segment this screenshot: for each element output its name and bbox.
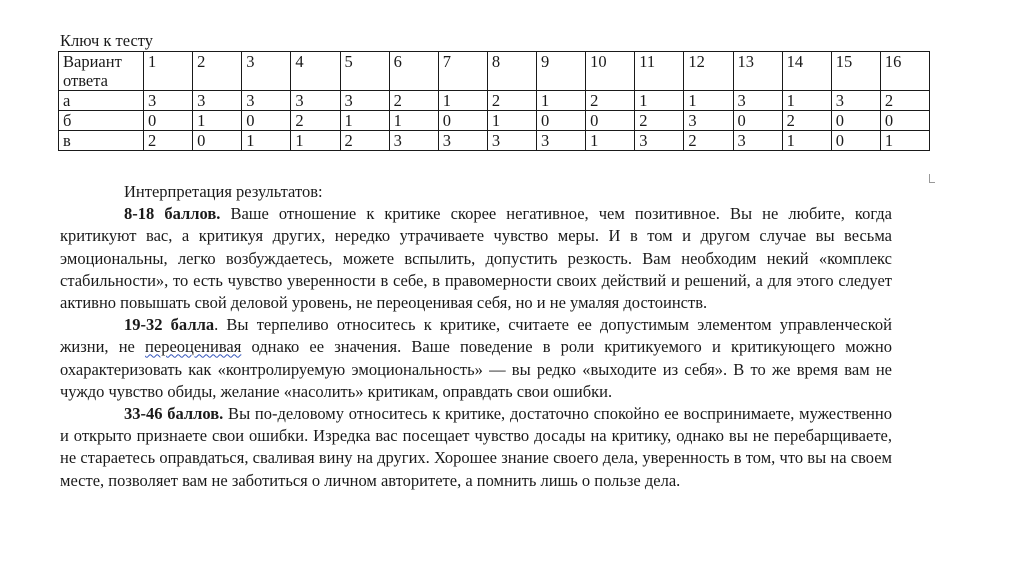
question-number-cell: 13 bbox=[733, 52, 782, 91]
score-cell: 0 bbox=[831, 131, 880, 151]
score-cell: 1 bbox=[635, 91, 684, 111]
interpretation-heading: Интерпретация результатов: bbox=[124, 182, 323, 201]
score-cell: 0 bbox=[537, 111, 586, 131]
question-number-cell: 11 bbox=[635, 52, 684, 91]
score-cell: 2 bbox=[291, 111, 340, 131]
score-cell: 1 bbox=[684, 91, 733, 111]
table-header-row bbox=[59, 52, 930, 91]
score-cell: 2 bbox=[880, 91, 929, 111]
answer-key-table bbox=[58, 51, 930, 151]
score-cell: 1 bbox=[880, 131, 929, 151]
question-number-cell: 16 bbox=[880, 52, 929, 91]
score-cell: 2 bbox=[635, 111, 684, 131]
score-cell: 3 bbox=[733, 91, 782, 111]
table-row-b bbox=[59, 111, 930, 131]
score-cell: 3 bbox=[487, 131, 536, 151]
score-cell: 1 bbox=[782, 91, 831, 111]
paragraph-text: . Вы терпеливо относитесь к критике, считаете ее допустимым элементом управленческой жизни, не bbox=[60, 315, 893, 357]
paragraph-text: Ваше отношение к критике скорее негативное, чем позитивное. Вы не любите, когда критикуют вас, а критикуя других, нередко утрачиваете чувство меры. И в том и другом случае вы весьма эмоциональны, легко возбуждаетесь, можете вспылить, допустить резкость. Вам необходим некий «комплекс стабильности», то есть чувство уверенности в себе, в правомерности своих действий и решений, а для этого следует активно повышать свой деловой уровень, не переоценивая себя, но и не умаляя достоинств. bbox=[60, 204, 893, 313]
spellcheck-underlined-word: переоценивая bbox=[145, 337, 242, 357]
question-number-cell: 2 bbox=[193, 52, 242, 91]
interpretation-paragraph-low bbox=[60, 203, 892, 314]
score-cell: 3 bbox=[831, 91, 880, 111]
question-number-cell: 12 bbox=[684, 52, 733, 91]
paragraph-text: однако ее значения. Ваше поведение в роли критикуемого и критикующего можно охарактеризовать как «контролируемую эмоциональность» — вы редко «выходите из себя». В то же время вам не чуждо чувство обиды, желание «насолить» критикам, оправдать свои ошибки. bbox=[60, 337, 893, 401]
score-cell: 1 bbox=[586, 131, 635, 151]
row-label-cell: а bbox=[59, 91, 144, 111]
table-row-v bbox=[59, 131, 930, 151]
score-cell: 0 bbox=[144, 111, 193, 131]
score-cell: 0 bbox=[733, 111, 782, 131]
score-cell: 3 bbox=[733, 131, 782, 151]
question-number-cell: 1 bbox=[144, 52, 193, 91]
question-number-cell: 3 bbox=[242, 52, 291, 91]
score-cell: 3 bbox=[193, 91, 242, 111]
score-cell: 2 bbox=[782, 111, 831, 131]
question-number-cell: 15 bbox=[831, 52, 880, 91]
score-cell: 3 bbox=[291, 91, 340, 111]
question-number-cell: 10 bbox=[586, 52, 635, 91]
question-number-cell: 7 bbox=[438, 52, 487, 91]
question-number-cell: 5 bbox=[340, 52, 389, 91]
interpretation-paragraph-mid bbox=[60, 314, 892, 403]
score-cell: 3 bbox=[537, 131, 586, 151]
score-cell: 3 bbox=[340, 91, 389, 111]
score-cell: 3 bbox=[635, 131, 684, 151]
score-cell: 0 bbox=[438, 111, 487, 131]
score-cell: 1 bbox=[340, 111, 389, 131]
question-number-cell: 14 bbox=[782, 52, 831, 91]
score-cell: 3 bbox=[389, 131, 438, 151]
row-label-cell: б bbox=[59, 111, 144, 131]
score-cell: 2 bbox=[144, 131, 193, 151]
score-cell: 1 bbox=[193, 111, 242, 131]
score-cell: 0 bbox=[242, 111, 291, 131]
score-cell: 1 bbox=[537, 91, 586, 111]
score-cell: 0 bbox=[193, 131, 242, 151]
question-number-cell: 6 bbox=[389, 52, 438, 91]
score-cell: 0 bbox=[831, 111, 880, 131]
score-cell: 3 bbox=[242, 91, 291, 111]
table-row-a bbox=[59, 91, 930, 111]
score-cell: 1 bbox=[242, 131, 291, 151]
paragraph-text: Вы по-деловому относитесь к критике, достаточно спокойно ее воспринимаете, мужественно и открыто признаете свои ошибки. Изредка вас посещает чувство досады на критику, однако вы не перебарщиваете, не стараетесь оправдаться, сваливая вину на других. Хорошее знание своего дела, уверенность в том, что вы на своем месте, позволяет вам не заботиться о личном авторитете, а помнить лишь о пользе дела. bbox=[60, 404, 892, 490]
interpretation-paragraph-high bbox=[60, 403, 892, 492]
score-cell: 3 bbox=[438, 131, 487, 151]
variant-header-cell: Вариант ответа bbox=[59, 52, 144, 91]
key-title: Ключ к тесту bbox=[60, 31, 154, 50]
question-number-cell: 8 bbox=[487, 52, 536, 91]
score-cell: 1 bbox=[291, 131, 340, 151]
score-cell: 1 bbox=[487, 111, 536, 131]
score-cell: 1 bbox=[438, 91, 487, 111]
interpretation-section bbox=[60, 181, 892, 492]
question-number-cell: 4 bbox=[291, 52, 340, 91]
score-cell: 2 bbox=[684, 131, 733, 151]
row-label-cell: в bbox=[59, 131, 144, 151]
score-range-label: 19-32 балла bbox=[124, 315, 215, 335]
score-range-label: 33-46 баллов. bbox=[124, 404, 224, 424]
score-cell: 2 bbox=[487, 91, 536, 111]
score-cell: 2 bbox=[389, 91, 438, 111]
score-cell: 0 bbox=[880, 111, 929, 131]
score-cell: 1 bbox=[782, 131, 831, 151]
score-cell: 3 bbox=[144, 91, 193, 111]
question-number-cell: 9 bbox=[537, 52, 586, 91]
score-cell: 3 bbox=[684, 111, 733, 131]
score-cell: 2 bbox=[586, 91, 635, 111]
score-range-label: 8-18 баллов. bbox=[124, 204, 221, 224]
score-cell: 1 bbox=[389, 111, 438, 131]
text-boundary-mark bbox=[929, 174, 935, 183]
score-cell: 2 bbox=[340, 131, 389, 151]
score-cell: 0 bbox=[586, 111, 635, 131]
